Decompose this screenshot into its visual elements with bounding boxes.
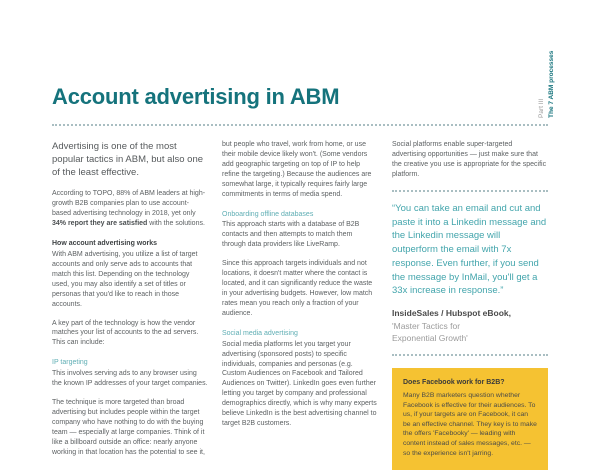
dotted-divider-top xyxy=(392,190,548,192)
how-it-works-heading: How account advertising works xyxy=(52,240,158,248)
topo-stat-bold: 34% report they are satisfied xyxy=(52,220,148,228)
onboarding-paragraph: This approach starts with a database of B2B contacts and then attempts to match them through data providers like LiveRamp. xyxy=(222,221,360,249)
ip-targeting-paragraph: This involves serving ads to any browser using the known IP addresses of your target companies. xyxy=(52,370,208,388)
ip-targeting-subhead: IP targeting xyxy=(52,359,88,367)
topo-stat-paragraph xyxy=(52,189,208,229)
callout-body: Many B2B marketers question whether Facebook is effective for their audiences. To us, if your targets are on Facebook, it can be an effective channel. They key is to make the offers 'Facebooky' — leading with content instead of sales messages, etc. — so the experience isn't jarring. xyxy=(403,391,537,457)
column-3 xyxy=(392,140,548,470)
facebook-callout-box xyxy=(392,368,548,470)
social-media-paragraph: Social media platforms let you target your advertising (sponsored posts) to specific individuals, companies and personas (e.g. Custom Audiences on Facebook and Tailored Audiences on Twitter). LinkedIn goes even further letting you target by company and professional demographics directly, which is why many experts believe LinkedIn is the best advertising channel to target B2B customers. xyxy=(222,340,377,428)
intro-paragraph: Advertising is one of the most popular tactics in ABM, but also one of the least effective. xyxy=(52,141,204,179)
part-label: Part III xyxy=(538,98,545,118)
column-1 xyxy=(52,140,208,470)
social-media-subhead: Social media advertising xyxy=(222,329,298,337)
topo-stat-tail: with the solutions. xyxy=(147,220,205,228)
dotted-divider-bottom xyxy=(392,354,548,356)
quote-attribution-name: InsideSales / Hubspot eBook, xyxy=(392,308,512,319)
match-rates-paragraph: Since this approach targets individuals and not locations, it doesn't matter where the contact is located, and it can significantly reduce the waste in your advertising budgets. However, low match rates mean you reach only a fraction of your audience. xyxy=(222,260,373,317)
quote-attribution-work: 'Master Tactics for Exponential Growth' xyxy=(392,321,468,343)
how-it-works-paragraph: With ABM advertising, you utilize a list of target accounts and only serve ads to accounts that match this list. Depending on the technology used, you may also identify a set of titles or personas that you'd like to reach in those accounts. xyxy=(52,250,198,308)
pull-quote: “You can take an email and cut and paste it into a Linkedin message and the Linkedin message will outperform the email with 7x response. Even further, if you send the message by InMail, you'll get a 33x increase in response.” xyxy=(392,202,547,297)
section-label: The 7 ABM processes xyxy=(548,50,556,118)
callout-title: Does Facebook work for B2B? xyxy=(403,379,505,387)
sidebar-vertical-label xyxy=(537,51,557,118)
topo-stat-text: According to TOPO, 88% of ABM leaders at high-growth B2B companies plan to use account-based advertising technology in 2018, yet only xyxy=(52,190,206,218)
ip-continued-paragraph: but people who travel, work from home, or use their mobile device likely won't. (Some vendors add geographic targeting on top of IP to help refine the targeting.) Because the audiences are somewhat large, it typically requires fairly large commitments in terms of media spend. xyxy=(222,141,372,198)
title-divider xyxy=(52,124,548,126)
social-platforms-paragraph: Social platforms enable super-targeted advertising opportunities — just make sure that the creative you use is appropriate for the specific platform. xyxy=(392,141,547,178)
column-2 xyxy=(222,140,378,470)
onboarding-subhead: Onboarding offline databases xyxy=(222,210,314,218)
vendor-matching-paragraph: A key part of the technology is how the vendor matches your list of accounts to the ad servers. This can include: xyxy=(52,319,199,347)
content-columns xyxy=(52,140,548,470)
page-title: Account advertising in ABM xyxy=(52,84,340,109)
ip-technique-paragraph: The technique is more targeted than broad advertising but includes people within the target company who have nothing to do with the buying team — especially at large companies. Think of it like a billboard outside an office: nearly anyone working in that location has the potential to see it, xyxy=(52,398,205,456)
